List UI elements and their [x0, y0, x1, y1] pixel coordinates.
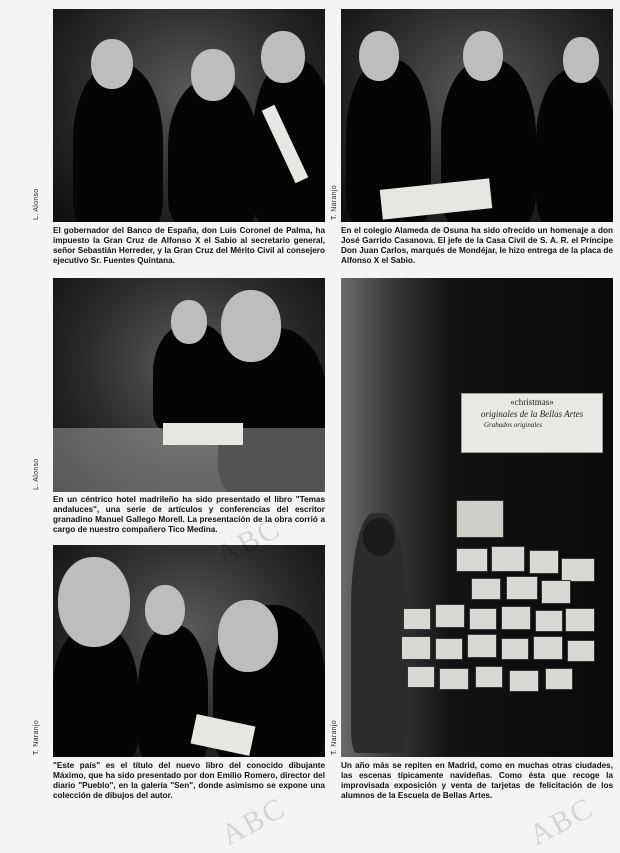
abc-watermark: ABC — [210, 511, 287, 573]
photo-award-ceremony-bank — [53, 9, 325, 222]
photo-christmas-card-exhibition — [341, 278, 613, 757]
bellas-artes-sign — [461, 393, 603, 453]
photo-credit-3: L. Alonso — [33, 458, 40, 490]
abc-watermark: ABC — [523, 791, 600, 853]
sign-line-grabados: Grabados originales — [484, 421, 543, 429]
caption-school-homage: En el colegio Alameda de Osuna ha sido ofrecido un homenaje a don José Garrido Casanova. El jefe de la Casa Civil de S. A. R. el Príncipe Don Juan Carlos, marqués de Mondéjar, le hizo entrega de la placa de Alfonso X el Sabio. — [341, 226, 613, 265]
abc-watermark: ABC — [215, 791, 292, 853]
photo-credit-5: T. Naranjo — [331, 720, 338, 755]
photo-homage-school — [341, 9, 613, 222]
sign-line-christmas: «christmas» — [510, 397, 554, 407]
photo-book-signing-gallery — [53, 545, 325, 757]
photo-credit-4: T. Naranjo — [33, 720, 40, 755]
sign-line-bellas-artes: originales de la Bellas Artes — [480, 409, 584, 419]
photo-credit-2: T. Naranjo — [331, 185, 338, 220]
photo-credit-1: L. Alonso — [33, 188, 40, 220]
caption-christmas-exhibition: Un año más se repiten en Madrid, como en muchas otras ciudades, las escenas típicamente navideñas. Como ésta que recoge la improvisada exposición y venta de tarjetas de felicitación de los alumnos de la Escuela de Bellas Artes. — [341, 761, 613, 800]
caption-bank-award: El gobernador del Banco de España, don Luis Coronel de Palma, ha impuesto la Gran Cruz de Alfonso X el Sabio al secretario general, señor Sebastián Herreder, y la Gran Cruz del Mérito Civil al consejero ejecutivo Sr. Fuentes Quintana. — [53, 226, 325, 265]
caption-book-este-pais: "Este país" es el título del nuevo libro del conocido dibujante Máximo, que ha sido presentado por don Emilio Romero, director del diario "Pueblo", en la galería "Sen", donde asimismo se expone una colección de dibujos del autor. — [53, 761, 325, 800]
caption-book-temas-andaluces: En un céntrico hotel madrileño ha sido presentado el libro "Temas andaluces", una serie de artículos y conferencias del escritor granadino Manuel Gallego Morell. La presentación de la obra corrió a cargo de nuestro compañero Tico Medina. — [53, 495, 325, 534]
photo-book-presentation-hotel — [53, 278, 325, 492]
